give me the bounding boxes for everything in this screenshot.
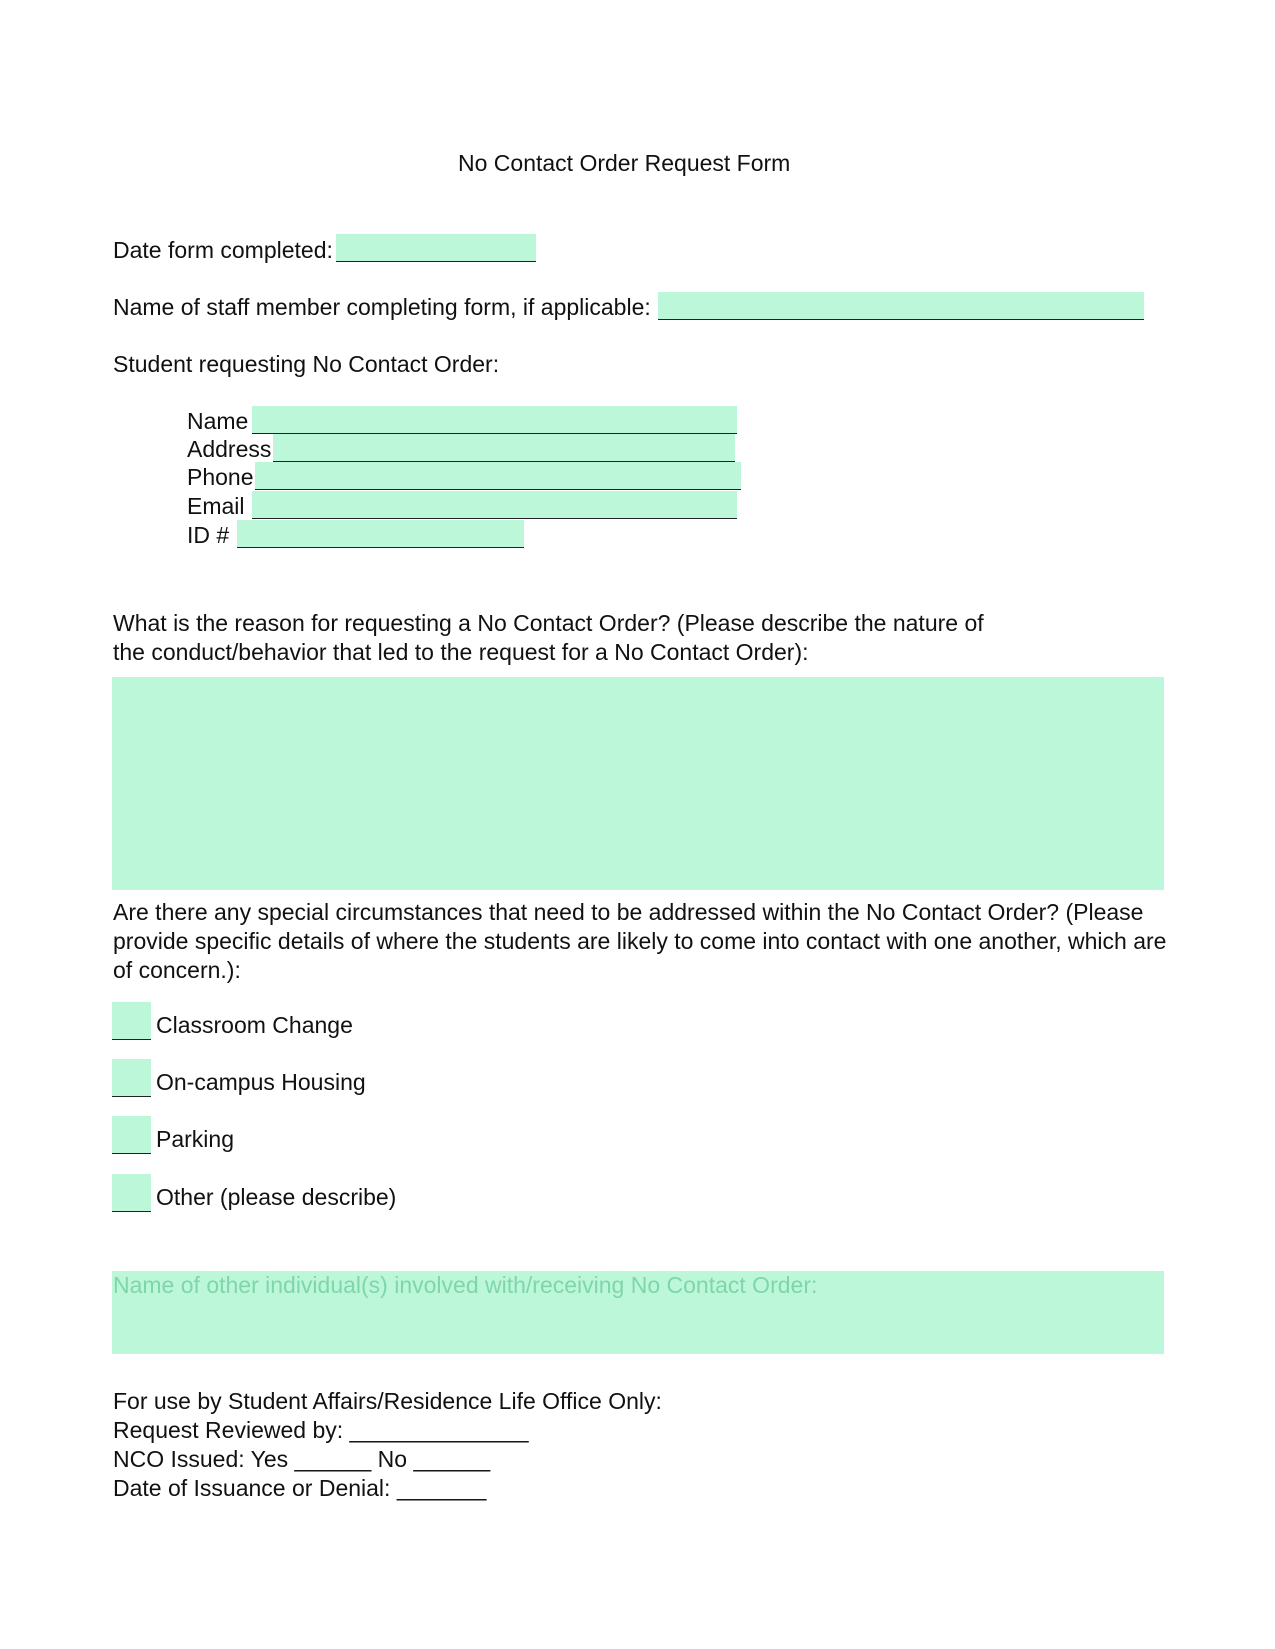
student-name-label: Name	[187, 408, 249, 434]
student-phone-field[interactable]	[255, 462, 741, 490]
other-label: Other (please describe)	[156, 1184, 397, 1210]
other-individuals-placeholder: Name of other individual(s) involved with/receiving No Contact Order:	[113, 1272, 818, 1298]
other-checkbox[interactable]	[112, 1174, 151, 1212]
date-label: Date form completed:	[113, 237, 333, 263]
student-heading: Student requesting No Contact Order:	[113, 351, 500, 377]
student-email-label: Email	[187, 493, 245, 519]
classroom-change-checkbox[interactable]	[112, 1002, 151, 1040]
parking-checkbox[interactable]	[112, 1116, 151, 1154]
student-id-label: ID #	[187, 522, 230, 548]
student-address-label: Address	[187, 436, 272, 462]
request-reviewed-line: Request Reviewed by: ______________	[113, 1417, 529, 1443]
classroom-change-label: Classroom Change	[156, 1012, 353, 1038]
on-campus-housing-checkbox[interactable]	[112, 1059, 151, 1097]
staff-name-field[interactable]	[658, 292, 1144, 320]
on-campus-housing-label: On-campus Housing	[156, 1069, 366, 1095]
office-use-heading: For use by Student Affairs/Residence Life Office Only:	[113, 1388, 662, 1414]
parking-label: Parking	[156, 1126, 234, 1152]
date-issuance-line: Date of Issuance or Denial: _______	[113, 1475, 487, 1501]
reason-textarea[interactable]	[112, 677, 1164, 890]
nco-issued-line: NCO Issued: Yes ______ No ______	[113, 1446, 491, 1472]
student-email-field[interactable]	[252, 491, 737, 519]
office-use-section	[113, 1387, 662, 1503]
student-id-field[interactable]	[237, 520, 524, 548]
date-field[interactable]	[336, 234, 536, 262]
staff-label: Name of staff member completing form, if applicable:	[113, 294, 651, 320]
student-name-field[interactable]	[252, 406, 737, 434]
student-address-field[interactable]	[273, 434, 735, 462]
other-individuals-field[interactable]	[112, 1271, 1164, 1354]
student-phone-label: Phone	[187, 464, 254, 490]
page-title: No Contact Order Request Form	[458, 150, 791, 176]
reason-question: What is the reason for requesting a No Contact Order? (Please describe the nature of the conduct/behavior that led to the request for a No Contact Order):	[113, 610, 984, 665]
special-circumstances-question: Are there any special circumstances that need to be addressed within the No Contact Order? (Please provide specific details of where the students are likely to come into contact with one another, which are of concern.):	[113, 899, 1167, 983]
